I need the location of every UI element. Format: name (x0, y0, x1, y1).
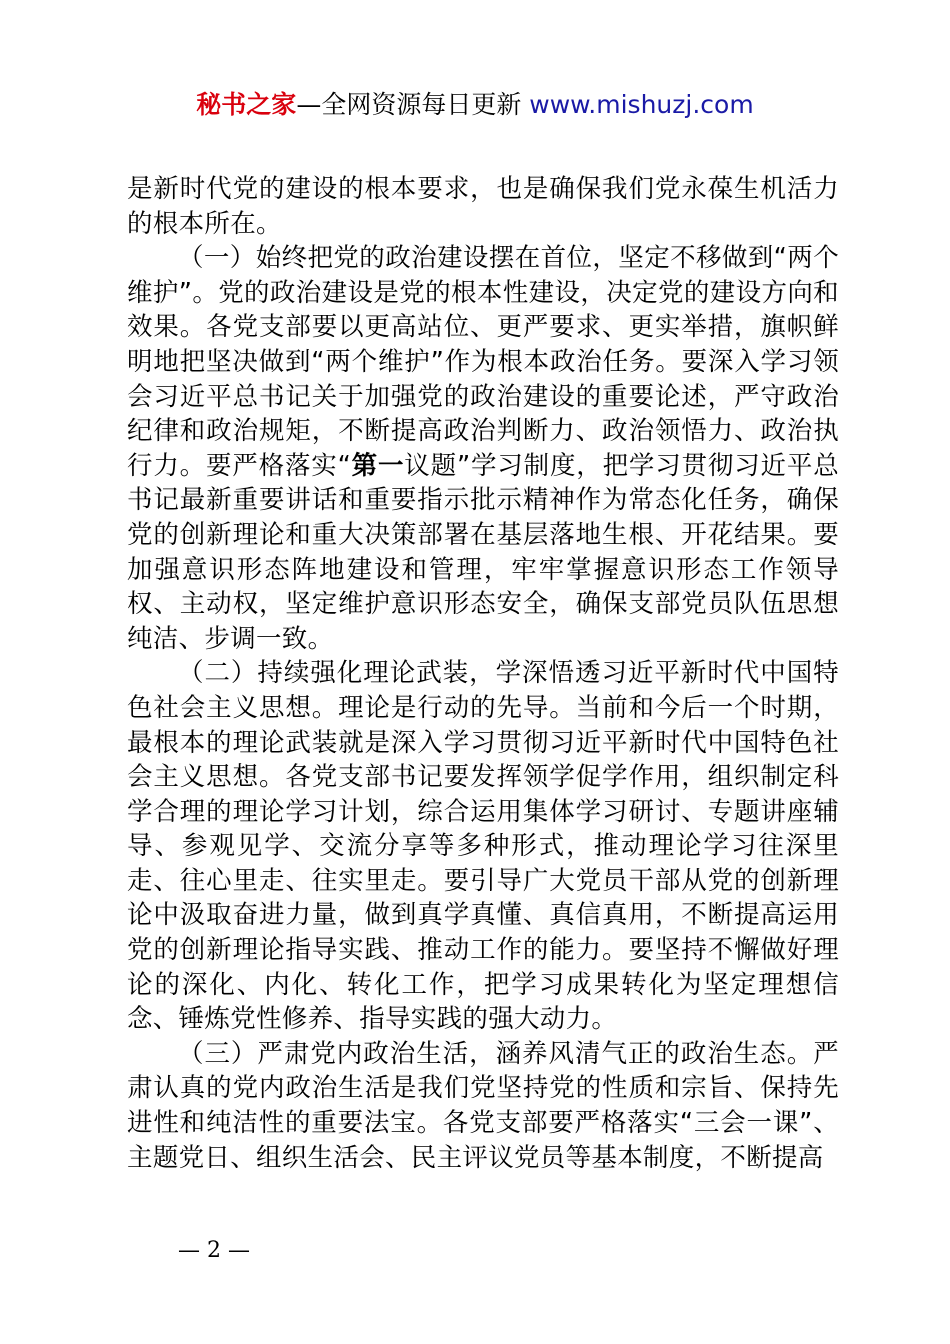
paragraph-section-2: （二）持续强化理论武装，学深悟透习近平新时代中国特色社会主义思想。理论是行动的先导。当前和今后一个时期，最根本的理论武装就是深入学习贯彻习近平新时代中国特色社会主义思想。各党支部书记要发挥领学促学作用，组织制定科学合理的理论学习计划，综合运用集体学习研讨、专题讲座辅导、参观见学、交流分享等多种形式，推动理论学习往深里走、往心里走、往实里走。要引导广大党员干部从党的创新理论中汲取奋进力量，做到真学真懂、真信真用，不断提高运用党的创新理论指导实践、推动工作的能力。要坚持不懈做好理论的深化、内化、转化工作，把学习成果转化为坚定理想信念、锤炼党性修养、指导实践的强大动力。 (127, 658, 839, 1035)
site-header (0, 88, 950, 122)
bold-emphasis: 第一 (351, 450, 405, 481)
paragraph-section-1-text-after: 议题”学习制度，把学习贯彻习近平总书记最新重要讲话和重要指示批示精神作为常态化任务，确保党的创新理论和重大决策部署在基层落地生根、开花结果。要加强意识形态阵地建设和管理，牢牢掌握意识形态工作领导权、主动权，坚定维护意识形态安全，确保支部党员队伍思想纯洁、步调一致。 (127, 450, 839, 654)
site-url-link[interactable]: www.mishuzj.com (529, 90, 754, 119)
paragraph-section-3: （三）严肃党内政治生活，涵养风清气正的政治生态。严肃认真的党内政治生活是我们党坚持党的性质和宗旨、保持先进性和纯洁性的重要法宝。各党支部要严格落实“三会一课”、主题党日、组织生活会、民主评议党员等基本制度，不断提高 (127, 1038, 839, 1173)
paragraph-section-1 (127, 241, 839, 656)
document-body (127, 172, 839, 1175)
header-tagline: —全网资源每日更新 (296, 90, 530, 119)
brand-name: 秘书之家 (196, 90, 297, 119)
paragraph-continuation: 是新时代党的建设的根本要求，也是确保我们党永葆生机活力的根本所在。 (127, 174, 839, 239)
paragraph-section-1-text: （一）始终把党的政治建设摆在首位，坚定不移做到“两个维护”。党的政治建设是党的根本性建设，决定党的建设方向和效果。各党支部要以更高站位、更严要求、更实举措，旗帜鲜明地把坚决做到“两个维护”作为根本政治任务。要深入学习领会习近平总书记关于加强党的政治建设的重要论述，严守政治纪律和政治规矩，不断提高政治判断力、政治领悟力、政治执行力。要严格落实“ (127, 243, 839, 481)
page-number: — 2 — (178, 1238, 250, 1263)
